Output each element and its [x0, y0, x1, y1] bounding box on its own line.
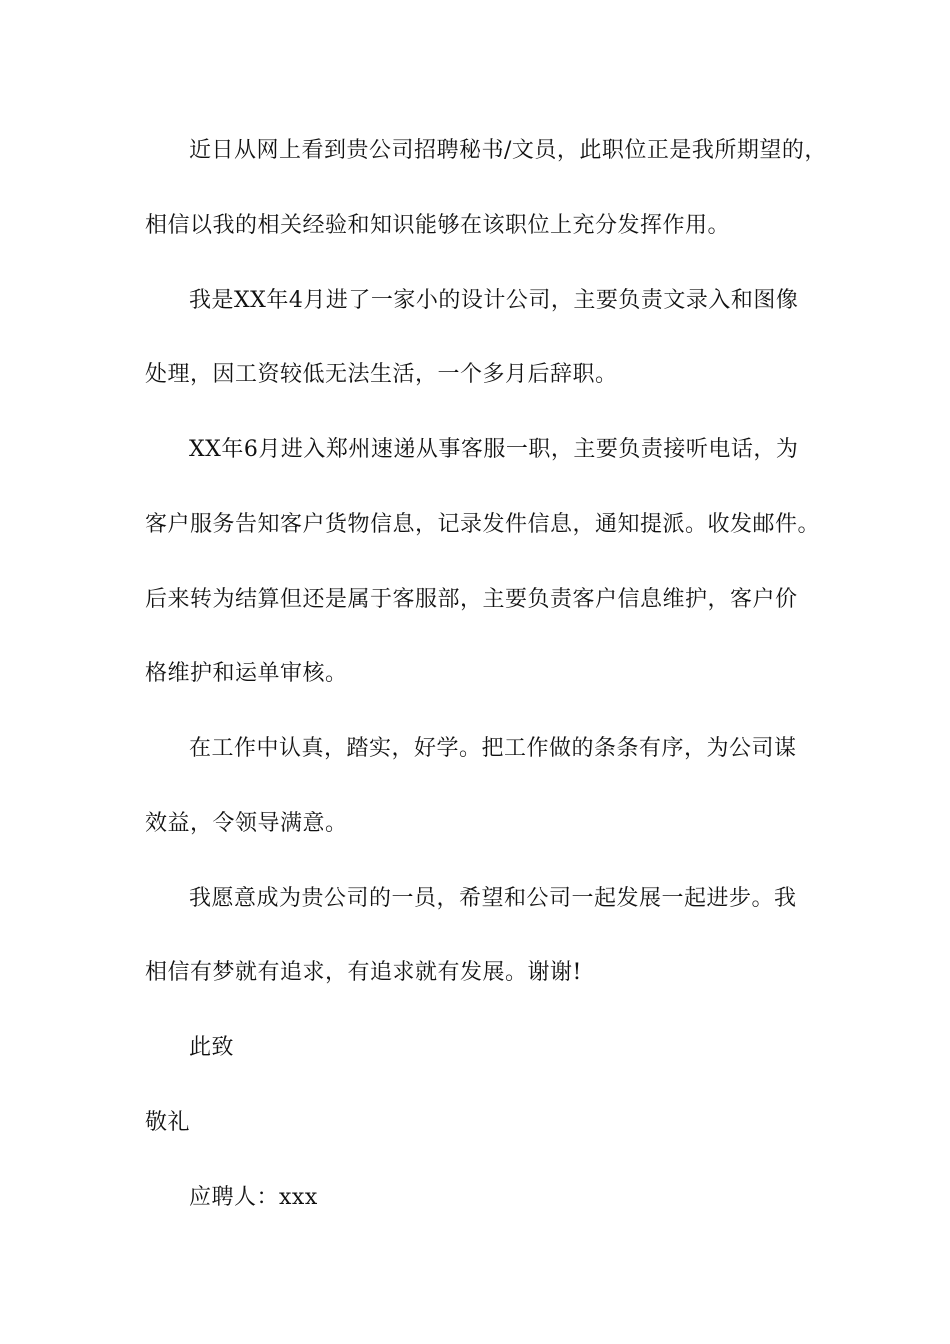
- paragraph-3-line-1: XX年6月进入郑州速递从事客服一职，主要负责接听电话，为: [189, 437, 799, 462]
- closing-jingli: 敬礼: [145, 1110, 191, 1135]
- paragraph-5-line-1: 我愿意成为贵公司的一员，希望和公司一起发展一起进步。我: [189, 886, 797, 911]
- paragraph-4-line-1: 在工作中认真，踏实，好学。把工作做的条条有序，为公司谋: [189, 736, 797, 761]
- paragraph-3-line-2: 客户服务告知客户货物信息，记录发件信息，通知提派。收发邮件。: [145, 512, 821, 537]
- paragraph-3-line-3: 后来转为结算但还是属于客服部，主要负责客户信息维护，客户价: [145, 587, 798, 612]
- paragraph-2-line-2: 处理，因工资较低无法生活，一个多月后辞职。: [145, 362, 618, 387]
- closing-cizhi: 此致: [189, 1035, 235, 1060]
- paragraph-3-line-4: 格维护和运单审核。: [145, 661, 348, 686]
- paragraph-2-line-1: 我是XX年4月进了一家小的设计公司，主要负责文录入和图像: [189, 288, 799, 313]
- signature-applicant: 应聘人：xxx: [189, 1185, 318, 1210]
- paragraph-4-line-2: 效益，令领导满意。: [145, 811, 348, 836]
- paragraph-5-line-2: 相信有梦就有追求，有追求就有发展。谢谢!: [145, 960, 582, 985]
- paragraph-1-line-2: 相信以我的相关经验和知识能够在该职位上充分发挥作用。: [145, 213, 731, 238]
- paragraph-1-line-1: 近日从网上看到贵公司招聘秘书/文员，此职位正是我所期望的，: [189, 138, 827, 163]
